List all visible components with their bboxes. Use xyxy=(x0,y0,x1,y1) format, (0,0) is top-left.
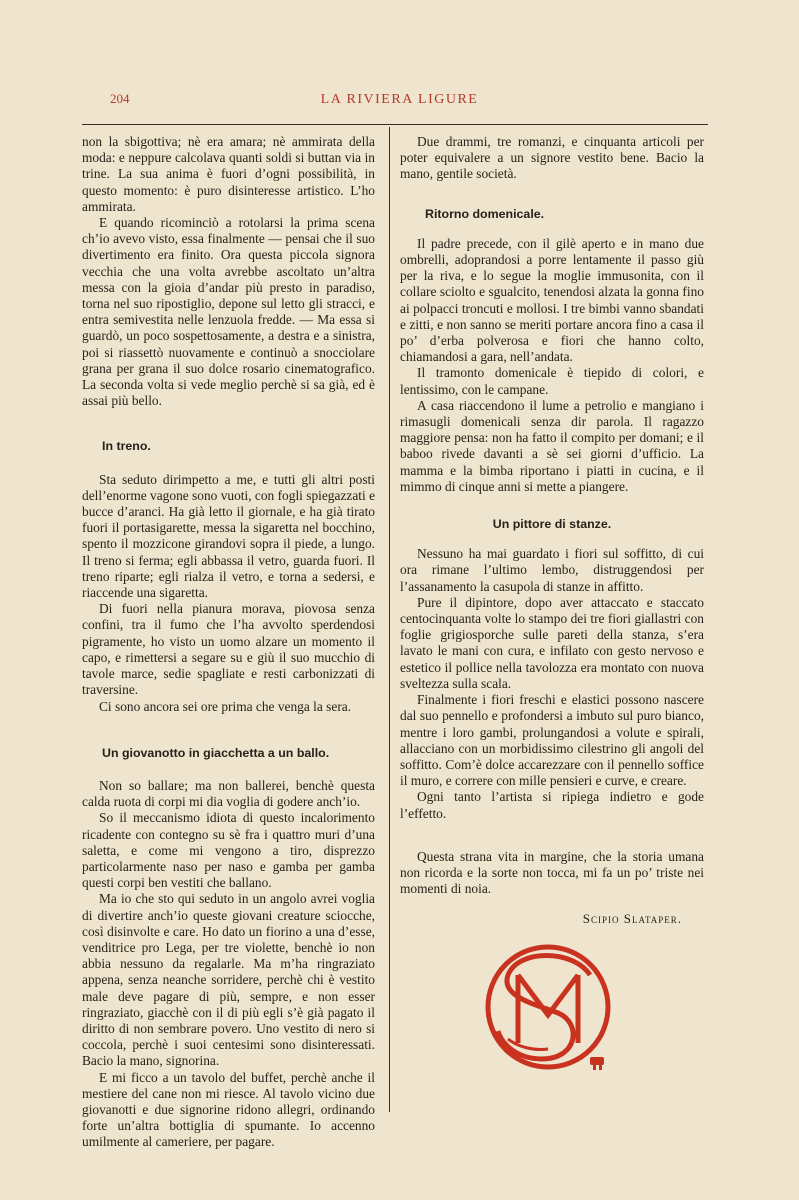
section-heading-giovanotto: Un giovanotto in giacchetta a un ballo. xyxy=(102,745,330,760)
paragraph: Ci sono ancora sei ore prima che venga la sera. xyxy=(99,698,352,714)
paragraph: Pure il dipintore, dopo aver attaccato e staccato centocinquanta volte lo stampo dei tre fiori giallastri con foglie grigiosporche sulle pareti della stanza, s’era lavato le mani con cura, e infilato con gesto nervoso e estetico il pollice nella tavolozza era montato con nuova sveltezza sulla scala. xyxy=(400,594,704,691)
paragraph: A casa riaccendono il lume a petrolio e mangiano i rimasugli domenicali senza dir parola. Il ragazzo maggiore pensa: non ha fatto il compito per domani; e il baboo rivede davanti a sè sei giorni d’ufficio. La mamma e la bimba riportano i piatti in cucina, e il mimmo di cinque anni si mette a piangere. xyxy=(400,397,704,494)
header-rule xyxy=(82,124,708,125)
section-heading-ritorno: Ritorno domenicale. xyxy=(425,206,545,221)
paragraph: So il meccanismo idiota di questo incalorimento ricadente con contegno su sè fra i quattro muri d’una saletta, e come mi vengono a tiro, disprezzo particolarmente naso per naso e gamba per gamba questi corpi ben vestiti che ballano. xyxy=(82,810,375,891)
paragraph: Ogni tanto l’artista si ripiega indietro e gode l’effetto. xyxy=(400,789,704,821)
paragraph: Ma io che sto qui seduto in un angolo avrei voglia di divertire anch’io queste giovani creature sciocche, così disinvolte e care. Ho dato un fiorino a una d’esse, venditrice pro Lega, per tre violette, benchè io non abbia nessuno da regalarle. Ma m’ha ringraziato appena, senza neanche sorridere, perchè chi è vestito male deve pagare di più, sempre, e non esser ringraziato, giacchè con il di più egli s’è già pagato il diritto di non sembrare povero. Uno vestito di nero si coccola, perchè i suoi centesimi sono disinteressati. Bacio la mano, signorina. xyxy=(82,891,375,1069)
left-column xyxy=(82,134,375,1151)
publisher-monogram-icon xyxy=(478,935,618,1085)
section-heading-pittore: Un pittore di stanze. xyxy=(492,517,612,532)
paragraph: E quando ricominciò a rotolarsi la prima scena ch’io avevo visto, essa finalmente — pensai che il suo divertimento era finito. Ora questa piccola signora vecchia che una volta avrebbe ascoltato un’altra messa con la gioia d’andar più presto in paradiso, torna nel suo ripostiglio, depone sul letto gli stracci, e entra semivestita nelle lenzuola fredde. — Ma essa si guardò, un poco sospettosamente, a destra e a sinistra, poi si riassettò nuovamente e continuò a snocciolare grana per grana il suo dolce rosario cinematografico. La seconda volta si vede meglio perchè si sa già, ed è assai più bello. xyxy=(82,215,375,409)
paragraph: Il padre precede, con il gilè aperto e in mano due ombrelli, adoprandosi a porre lentamente il passo giù per la riva, e lo segue la moglie immusonita, con il collare sciolto e sgualcito, tenendosi alzata la gonna fino ai polpacci troncuti e mollosi. I tre bimbi vanno sbandati e zitti, e non sanno se meriti portare ancora fino a casa il po’ d’erba polverosa e fiori che hanno colto, chiamandosi a gara, nell’andata. xyxy=(400,235,704,365)
section-heading-in-treno: In treno. xyxy=(102,439,151,454)
running-title: LA RIVIERA LIGURE xyxy=(320,92,479,107)
paragraph: Sta seduto dirimpetto a me, e tutti gli altri posti dell’enorme vagone sono vuoti, con fogli spiegazzati e bucce d’aranci. Ha già letto il giornale, e ha già tirato fuori il portasigarette, messa la sigaretta nel bocchino, spento il mozzicone girandovi sopra il piede, a lungo. Il treno si ferma; egli abbassa il vetro, guarda fuori. Il treno riparte; egli rialza il vetro, e torna a sedersi, e riaccende una sigaretta. xyxy=(82,471,376,601)
paragraph: Nessuno ha mai guardato i fiori sul soffitto, di cui ora rimane l’ultimo lembo, distruggendosi per l’assanamento la casupola di stanze in affitto. xyxy=(400,546,704,594)
paragraph: non la sbigottiva; nè era amara; nè ammirata della moda: e neppure calcolava quanti soldi si buttan via in trine. La sua anima è fuori d’ogni possibilità, in questo momento: è puro disinteresse artistico. L’ho ammirata. xyxy=(82,134,375,214)
paragraph: E mi ficco a un tavolo del buffet, perchè anche il mestiere del cane non mi riesce. Al tavolo vicino due giovanotti e due signorine ridono allegri, ordinando forte un’altra bottiglia di spumante. Io accenno umilmente al cameriere, per pagare. xyxy=(82,1069,375,1150)
author-signature: Scipio Slataper. xyxy=(582,911,682,927)
paragraph: Il tramonto domenicale è tiepido di colori, e lentissimo, con le campane. xyxy=(400,365,704,397)
right-column xyxy=(400,134,704,928)
paragraph: Di fuori nella pianura morava, piovosa senza confini, tra il fumo che l’ha avvolto sperdendosi pigramente, ho visto un uomo alzare un momento il capo, e rimettersi a segare su e giù il suo mucchio di tavole marce, sedie spagliate e resti carbonizzati di traversine. xyxy=(82,601,375,698)
paragraph: Due drammi, tre romanzi, e cinquanta articoli per poter equivalere a un signore vestito bene. Bacio la mano, gentile società. xyxy=(400,134,704,182)
page-number: 204 xyxy=(110,91,130,106)
paragraph: Non so ballare; ma non ballerei, benchè questa calda ruota di corpi mi dia voglia di godere anch’io. xyxy=(82,777,375,810)
column-divider xyxy=(389,127,390,1112)
closing-paragraph: Questa strana vita in margine, che la storia umana non ricorda e la sorte non tocca, mi fa un po’ triste nei momenti di noia. xyxy=(400,848,704,897)
paragraph: Finalmente i fiori freschi e elastici possono nascere dal suo pennello e profondersi a imbuto sul puro bianco, mentre i loro gambi, prolungandosi a volute e spirali, allacciano con un morbidissimo cilestrino gli angoli del soffitto. Com’è dolce accarezzare con il pennello soffice il muro, e correre con mille pensieri e curve, e creare. xyxy=(400,692,704,789)
